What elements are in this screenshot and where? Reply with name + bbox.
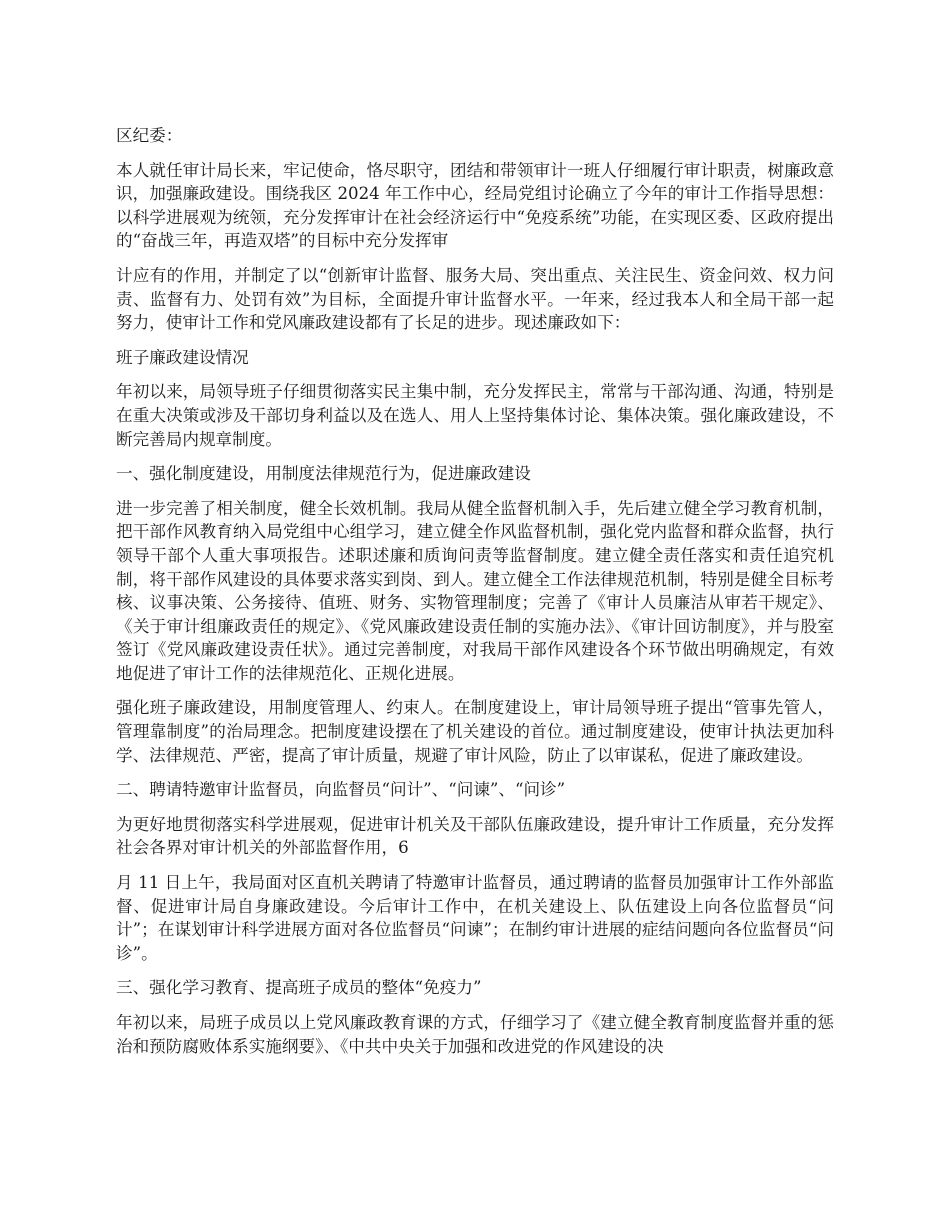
paragraph-supervisors-continued: 月 11 日上午，我局面对区直机关聘请了特邀审计监督员，通过聘请的监督员加强审计工作外部监督、促进审计局自身廉政建设。今后审计工作中，在机关建设上、队伍建设上向各位监督员“问计”；在谋划审计科学进展方面对各位监督员“问谏”；在制约审计进展的症结问题向各位监督员“问诊”。: [116, 873, 834, 963]
paragraph-intro-continued: 计应有的作用，并制定了以“创新审计监督、服务大局、突出重点、关注民生、资金问效、权力问责、监督有力、处罚有效”为目标，全面提升审计监督水平。一年来，经过我本人和全局干部一起努力，使审计工作和党风廉政建设都有了长足的进步。现述廉政如下：: [116, 265, 834, 333]
paragraph-system-building: 进一步完善了相关制度，健全长效机制。我局从健全监督机制入手，先后建立健全学习教育机制，把干部作风教育纳入局党组中心组学习，建立健全作风监督机制，强化党内监督和群众监督，执行领导干部个人重大事项报告。述职述廉和质询问责等监督制度。建立健全责任落实和责任追究机制，将干部作风建设的具体要求落实到岗、到人。建立健全工作法律规范机制，特别是健全目标考核、议事决策、公务接待、值班、财务、实物管理制度；完善了《审计人员廉洁从审若干规定》、《关于审计组廉政责任的规定》、《党风廉政建设责任制的实施办法》、《审计回访制度》，并与股室签订《党风廉政建设责任状》。通过完善制度，对我局干部作风建设各个环节做出明确规定，有效地促进了审计工作的法律规范化、正规化进展。: [116, 498, 834, 683]
paragraph-supervisors: 为更好地贯彻落实科学进展观，促进审计机关及干部队伍廉政建设，提升审计工作质量，充分发挥社会各界对审计机关的外部监督作用，6: [116, 814, 834, 858]
paragraph-team: 年初以来，局领导班子仔细贯彻落实民主集中制，充分发挥民主，常常与干部沟通、沟通，特别是在重大决策或涉及干部切身利益以及在选人、用人上坚持集体讨论、集体决策。强化廉政建设，不断完善局内规章制度。: [116, 382, 834, 449]
section-heading-three: 三、强化学习教育、提高班子成员的整体“免疫力”: [116, 978, 482, 998]
section-heading-one: 一、强化制度建设，用制度法律规范行为，促进廉政建设: [116, 464, 531, 484]
salutation: 区纪委：: [116, 126, 183, 145]
paragraph-team-discipline: 强化班子廉政建设，用制度管理人、约束人。在制度建设上，审计局领导班子提出“管事先管人，管理靠制度”的治局理念。把制度建设摆在了机关建设的首位。通过制度建设，使审计执法更加科学、法律规范、严密，提高了审计质量，规避了审计风险，防止了以审谋私，促进了廉政建设。: [116, 698, 834, 765]
section-heading-two: 二、聘请特邀审计监督员，向监督员“问计”、“问谏”、“问诊”: [116, 780, 566, 800]
document-page: [116, 124, 834, 1069]
paragraph-intro: 本人就任审计局长来，牢记使命，恪尽职守，团结和带领审计一班人仔细履行审计职责，树廉政意识，加强廉政建设。围绕我区 2024 年工作中心，经局党组讨论确立了今年的审计工作指导思想：以科学进展观为统领，充分发挥审计在社会经济运行中“免疫系统”功能，在实现区委、区政府提出的“奋战三年，再造双塔”的目标中充分发挥审: [116, 160, 834, 251]
paragraph-education: 年初以来，局班子成员以上党风廉政教育课的方式，仔细学习了《建立健全教育制度监督并重的惩治和预防腐败体系实施纲要》、《中共中央关于加强和改进党的作风建设的决: [116, 1013, 834, 1056]
section-heading-team: 班子廉政建设情况: [116, 347, 249, 367]
